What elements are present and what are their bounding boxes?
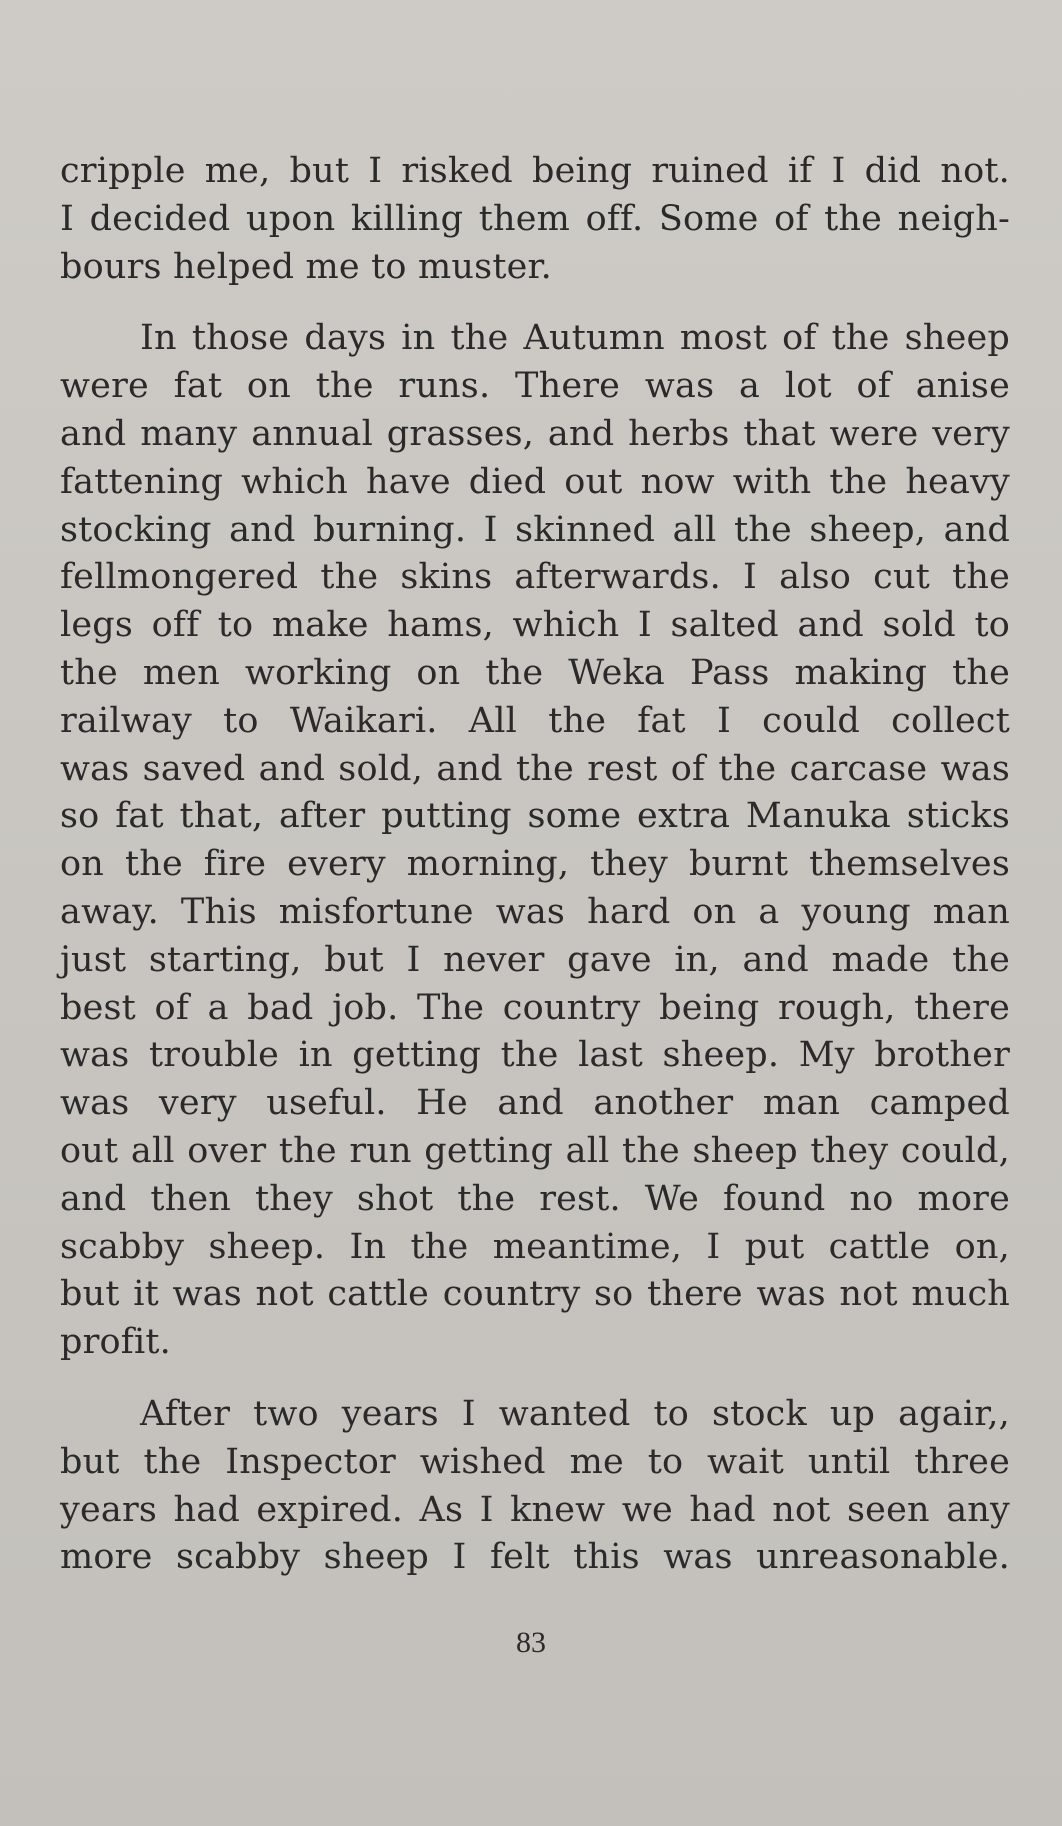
text-line: was saved and sold, and the rest of the carcase was [60,748,1010,789]
text-line: After two years I wanted to stock up agair,, [140,1393,1010,1434]
text-line: more scabby sheep I felt this was unreasonable. [60,1537,1010,1578]
text-line: away. This misfortune was hard on a young man [60,891,1010,932]
page-number: 83 [516,1626,546,1659]
text-line: profit. [60,1322,171,1363]
page-body [60,148,1010,1582]
text-line: legs off to make hams, which I salted and sold to [60,605,1010,646]
text-line: was very useful. He and another man camped [60,1083,1010,1124]
text-line: I decided upon killing them off. Some of the neigh- [60,198,1010,239]
text-line: so fat that, after putting some extra Manuka sticks [60,796,1010,837]
text-line: fellmongered the skins afterwards. I also cut the [60,557,1010,598]
text-line: the men working on the Weka Pass making the [60,652,1010,693]
text-line: bours helped me to muster. [60,246,552,287]
text-line: railway to Waikari. All the fat I could collect [60,700,1010,741]
text-line: fattening which have died out now with the heavy [60,461,1010,502]
text-line: and many annual grasses, and herbs that were very [60,413,1010,454]
text-line: In those days in the Autumn most of the sheep [140,318,1010,359]
text-line: years had expired. As I knew we had not seen any [60,1489,1010,1530]
paragraph-2 [60,315,1010,1367]
text-line: best of a bad job. The country being rough, there [60,987,1010,1028]
text-line: scabby sheep. In the meantime, I put cattle on, [60,1226,1010,1267]
text-line: were fat on the runs. There was a lot of anise [60,366,1010,407]
text-line: but the Inspector wished me to wait until three [60,1441,1010,1482]
text-line: was trouble in getting the last sheep. My brother [60,1035,1010,1076]
text-line: just starting, but I never gave in, and made the [60,939,1010,980]
text-line: and then they shot the rest. We found no more [60,1178,1010,1219]
text-line: on the fire every morning, they burnt themselves [60,844,1010,885]
text-line: but it was not cattle country so there was not much [60,1274,1010,1315]
text-line: stocking and burning. I skinned all the sheep, and [60,509,1010,550]
paragraph-1 [60,148,1010,291]
text-line: cripple me, but I risked being ruined if I did not. [60,151,1010,191]
paragraph-3 [60,1391,1010,1582]
text-line: out all over the run getting all the sheep they could, [60,1130,1010,1171]
